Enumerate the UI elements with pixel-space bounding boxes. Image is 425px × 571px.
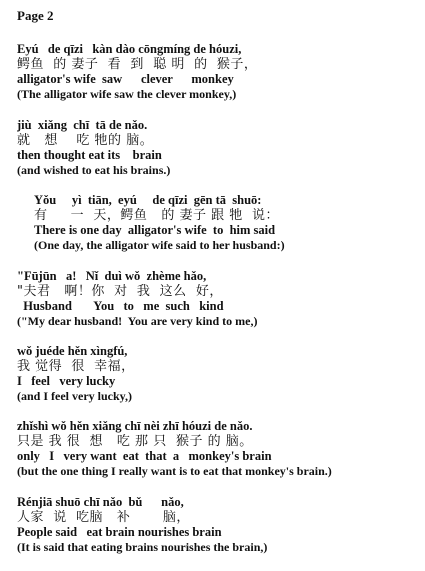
translation-line: (One day, the alligator wife said to her husband:) [34, 238, 285, 252]
translation-line: (but the one thing I really want is to eat that monkey's brain.) [17, 464, 332, 478]
pinyin-line: Yǒu yì tiān, eyú de qīzi gēn tā shuō: [34, 193, 262, 207]
stanza-4 [17, 269, 417, 329]
translation-line: ("My dear husband! You are very kind to me,) [17, 314, 258, 328]
stanza-2 [17, 118, 417, 178]
pinyin-line: Eyú de qīzi kàn dào cōngmíng de hóuzi, [17, 42, 242, 56]
pinyin-line: wǒ juéde hěn xìngfú, [17, 344, 128, 358]
hanzi-line: 就 想 吃 牠的 脑。 [17, 133, 154, 148]
translation-line: (The alligator wife saw the clever monkey,) [17, 87, 237, 101]
stanza-5 [17, 344, 417, 404]
translation-line: (and I feel very lucky,) [17, 389, 132, 403]
gloss-line: alligator's wife saw clever monkey [17, 72, 234, 86]
stanza-1 [17, 42, 417, 102]
hanzi-line: 只是 我 很 想 吃 那 只 猴子 的 脑。 [17, 434, 253, 449]
pinyin-line: zhǐshì wǒ hěn xiǎng chī nèi zhī hóuzi de nǎo. [17, 419, 253, 433]
stanza-6 [17, 419, 417, 479]
gloss-line: only I very want eat that a monkey's brain [17, 449, 272, 463]
gloss-line: Husband You to me such kind [17, 299, 224, 313]
hanzi-line: 人家 说 吃脑 补 脑， [17, 510, 190, 525]
gloss-line: I feel very lucky [17, 374, 116, 388]
stanza-7 [17, 495, 417, 555]
hanzi-line: 有 一 天，鳄鱼 的 妻子 跟 牠 说： [34, 208, 279, 223]
pinyin-line: jiù xiǎng chī tā de nǎo. [17, 118, 148, 132]
translation-line: (and wished to eat his brains.) [17, 163, 171, 177]
gloss-line: then thought eat its brain [17, 148, 162, 162]
page-title: Page 2 [17, 8, 54, 23]
gloss-line: There is one day alligator's wife to him said [34, 223, 276, 237]
gloss-line: People said eat brain nourishes brain [17, 525, 222, 539]
hanzi-line: "夫君 啊！你 对 我 这么 好， [17, 284, 223, 299]
hanzi-line: 我 觉得 很 幸福， [17, 359, 135, 374]
translation-line: (It is said that eating brains nourishes the brain,) [17, 540, 268, 554]
pinyin-line: Rénjiā shuō chī nǎo bǔ nǎo, [17, 495, 184, 509]
hanzi-line: 鳄鱼 的 妻子 看 到 聪 明 的 猴子， [17, 57, 258, 72]
stanza-3 [34, 193, 425, 253]
pinyin-line: "Fūjūn a! Nǐ duì wǒ zhème hǎo, [17, 269, 207, 283]
